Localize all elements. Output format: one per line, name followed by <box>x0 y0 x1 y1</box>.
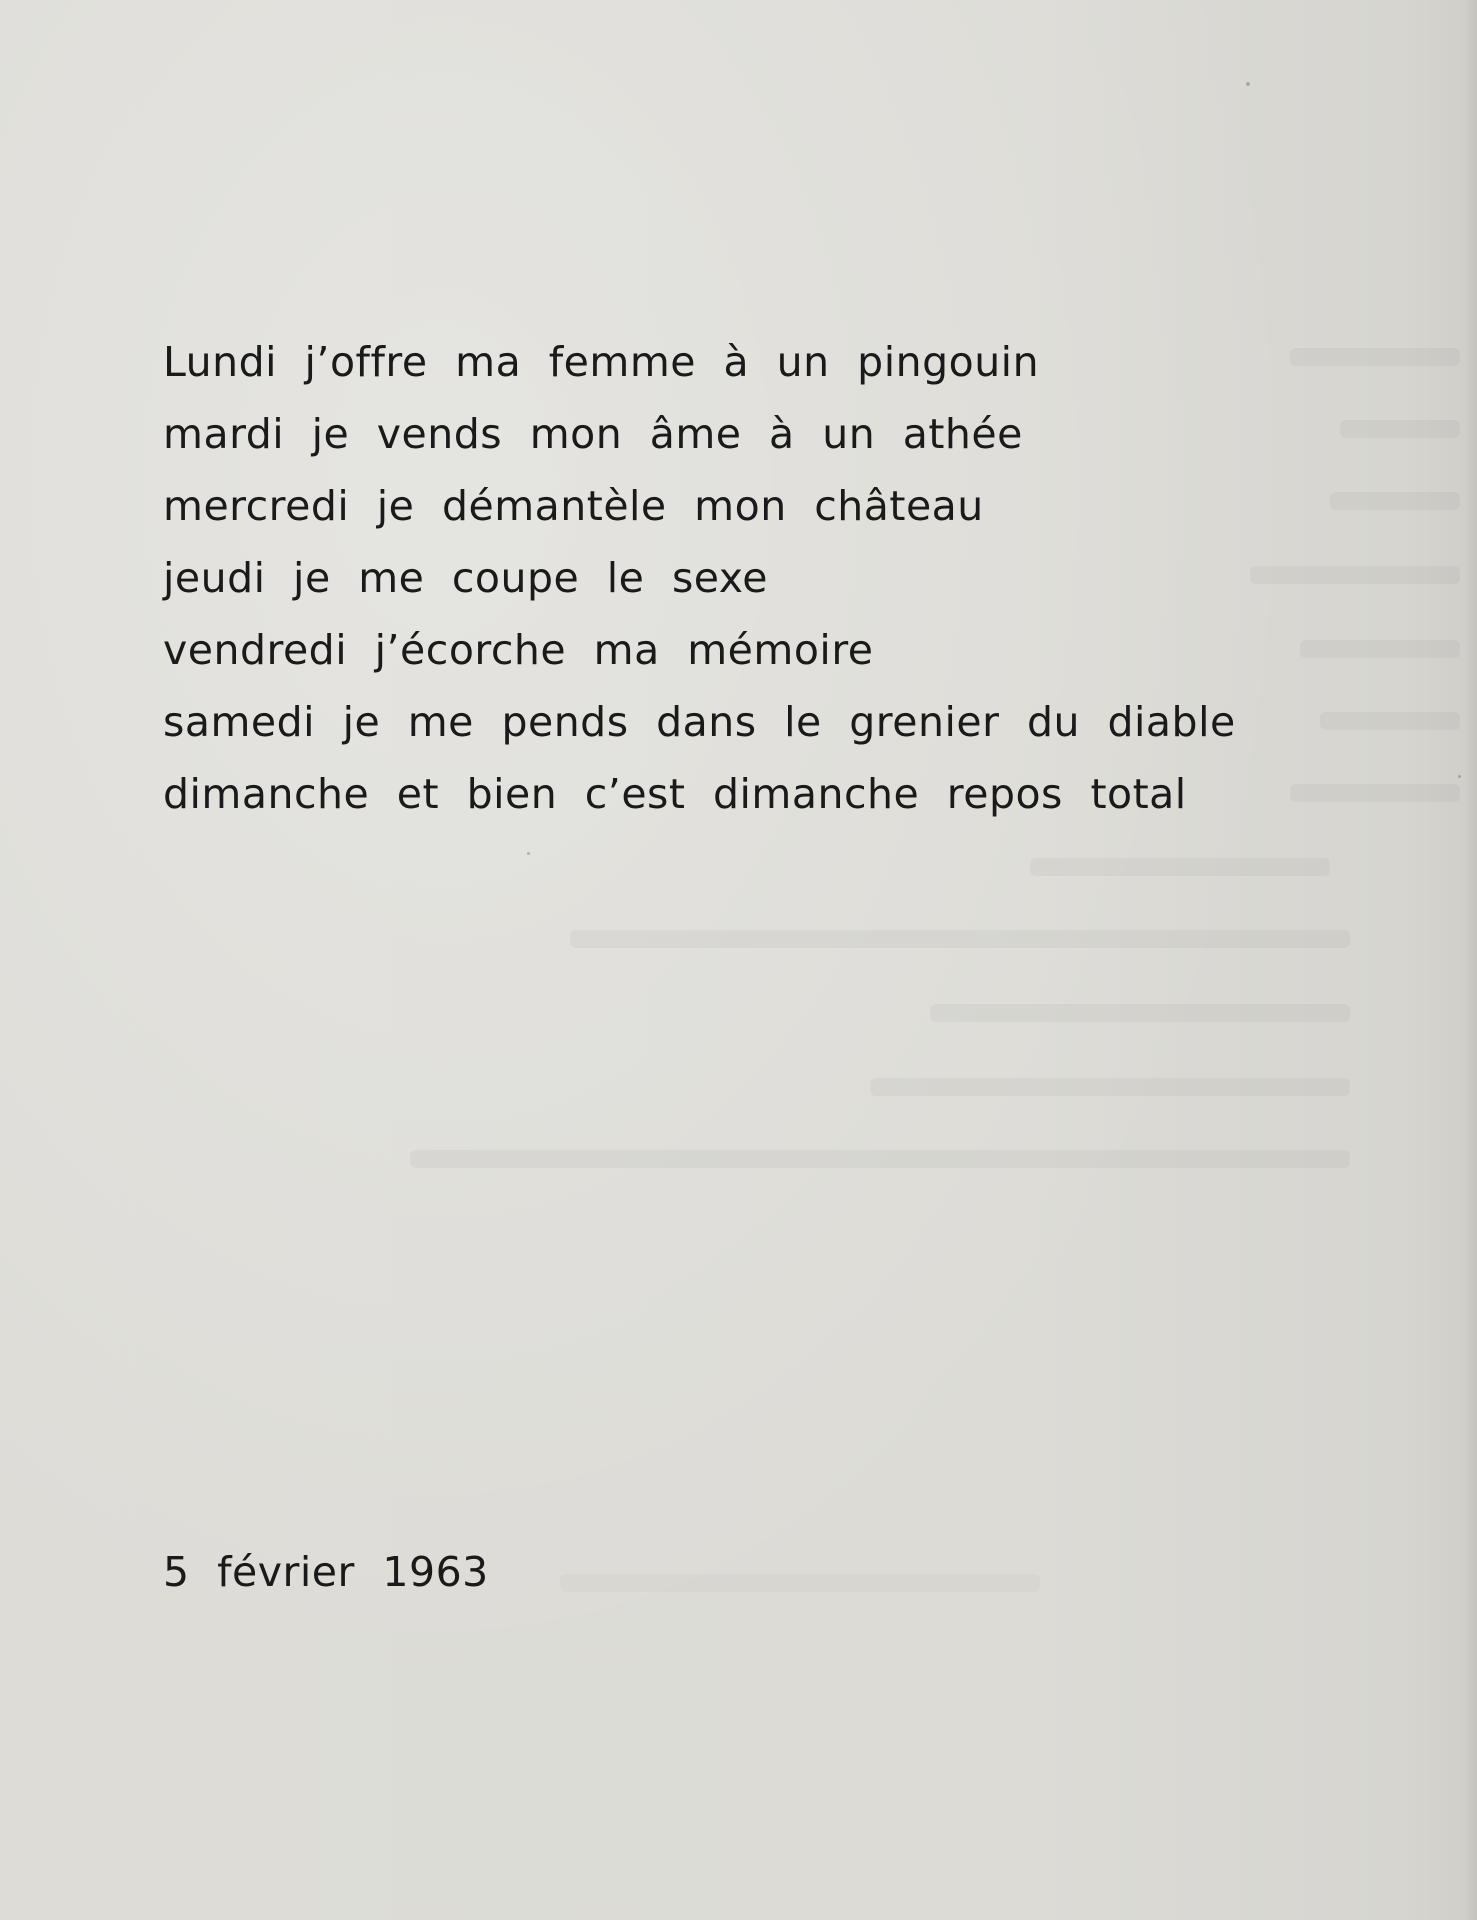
poem-line-saturday: samedi je me pends dans le grenier du diable <box>163 698 1236 746</box>
paper-speck <box>1246 82 1250 86</box>
paper-speck <box>1458 775 1461 778</box>
poem-line-wednesday: mercredi je démantèle mon château <box>163 482 984 530</box>
poem-line-thursday: jeudi je me coupe le sexe <box>163 554 769 602</box>
poem-line-tuesday: mardi je vends mon âme à un athée <box>163 410 1023 458</box>
page-edge-shadow <box>1463 0 1477 1920</box>
poem-line-sunday: dimanche et bien c’est dimanche repos total <box>163 770 1187 818</box>
paper-speck <box>527 852 530 855</box>
poem-date: 5 février 1963 <box>163 1548 489 1596</box>
poem-stanza <box>163 326 1236 830</box>
poem-line-friday: vendredi j’écorche ma mémoire <box>163 626 874 674</box>
poem-line-monday: Lundi j’offre ma femme à un pingouin <box>163 338 1040 386</box>
